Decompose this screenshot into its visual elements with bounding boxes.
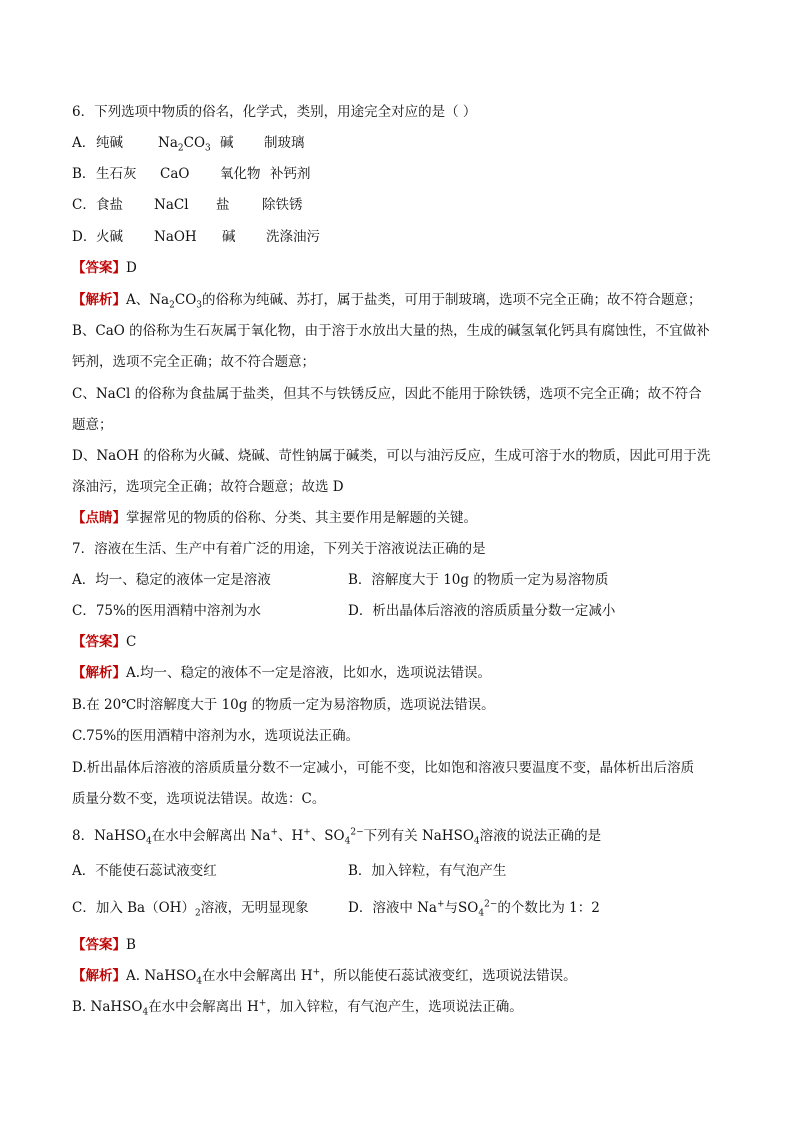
q8-option-c: C．加入 $Ba(OH)_2$溶液，无明显现象 xyxy=(72,900,309,919)
q7-option-b: B．溶解度大于 10g 的物质一定为易溶物质 xyxy=(348,572,609,588)
q7-analysis-line: D.析出晶体后溶液的溶质质量分数不一定减小，可能不变，比如饱和溶液只要温度不变，晶体析出后溶质 xyxy=(72,760,695,776)
q6-stem: 6．下列选项中物质的俗名，化学式，类别，用途完全对应的是（ ） xyxy=(72,104,477,120)
q7-option-d: D．析出晶体后溶液的溶质质量分数一定减小 xyxy=(348,603,616,619)
q8-option-d: D．溶液中 Na+与$SO_4^{2-}$的个数比为 1：2 xyxy=(348,899,600,919)
q7-answer xyxy=(72,632,722,652)
analysis-tag: 【解析】 xyxy=(72,968,126,984)
q6-analysis-line: 钙剂，选项不完全正确；故不符合题意； xyxy=(72,354,315,370)
q6-answer xyxy=(72,258,722,278)
answer-value: C xyxy=(126,634,137,650)
q6-analysis-line: 题意； xyxy=(72,417,113,433)
q7-analysis-line: 质量分数不变，选项说法错误。故选：C。 xyxy=(72,791,326,807)
q7-analysis-line: B.在 20℃时溶解度大于 10g 的物质一定为易溶物质，选项说法错误。 xyxy=(72,697,495,713)
q8-option-b: B．加入锌粒，有气泡产生 xyxy=(348,863,507,879)
q8-stem: 8．NaHSO$_4$在水中会解离出 Na+、H+、$SO_4^{2-}$下列有关 NaHSO$_4$溶液的说法正确的是 xyxy=(72,827,602,847)
q7-analysis-line: C.75%的医用酒精中溶剂为水，选项说法正确。 xyxy=(72,728,360,744)
q7-option-a: A．均一、稳定的液体一定是溶液 xyxy=(72,572,271,588)
q7-stem: 7．溶液在生活、生产中有着广泛的用途，下列关于溶液说法正确的是 xyxy=(72,541,486,557)
comment-tag: 【点睛】 xyxy=(72,510,126,526)
analysis-tag: 【解析】 xyxy=(72,292,126,308)
answer-value: D xyxy=(126,260,137,276)
q6-analysis-line: 【解析】A、$Na_2CO_3$的俗称为纯碱、苏打，属于盐类，可用于制玻璃，选项不完全正确；故不符合题意； xyxy=(72,292,702,311)
q6-analysis-line: C、NaCl 的俗称为食盐属于盐类，但其不与铁锈反应，因此不能用于除铁锈，选项不完全正确；故不符合 xyxy=(72,386,702,402)
q7-analysis-line: 【解析】A.均一、稳定的液体不一定是溶液，比如水，选项说法错误。 xyxy=(72,665,492,681)
q8-analysis-line: 【解析】A. NaHSO$_4$在水中会解离出 H+，所以能使石蕊试液变红，选项说法错误。 xyxy=(72,967,577,987)
answer-tag: 【答案】 xyxy=(72,937,126,953)
analysis-tag: 【解析】 xyxy=(72,665,126,681)
answer-tag: 【答案】 xyxy=(72,260,126,276)
q6-analysis-line: B、CaO 的俗称为生石灰属于氧化物，由于溶于水放出大量的热，生成的碱氢氧化钙具有腐蚀性，不宜做补 xyxy=(72,323,710,339)
q6-analysis-line: 涤油污，选项完全正确；故符合题意；故选 D xyxy=(72,479,344,495)
q8-analysis-line: B. NaHSO$_4$在水中会解离出 H+，加入锌粒，有气泡产生，选项说法正确。 xyxy=(72,998,523,1018)
q7-option-c: C．75%的医用酒精中溶剂为水 xyxy=(72,603,261,619)
answer-tag: 【答案】 xyxy=(72,634,126,650)
q6-comment: 【点睛】掌握常见的物质的俗称、分类、其主要作用是解题的关键。 xyxy=(72,510,477,526)
exam-page: 6．下列选项中物质的俗名，化学式，类别，用途完全对应的是（ ） A． 纯碱 $Na_2CO_3$ 碱 制玻璃 B． 生石灰 CaO 氧化物 补钙剂 C． 食盐 NaCl 盐 除铁锈 D． 火碱 NaOH 碱 洗涤油污 【答案】D 【解析】A、$Na_2CO_3$的俗称为纯碱、苏打，属于盐类，可用于制玻璃，选项不完全正确；故不符合题意； B、CaO 的俗称为生石灰属于氧化物，由于溶于水放出大量的热，生成的碱氢氧化钙具有腐蚀性，不宜做补 钙剂，选项不完全正确；故不符合题意； C、NaCl 的俗称为食盐属于盐类，但其不与铁锈反应，因此不能用于除铁锈，选项不完全正确；故不符合 题意； D、NaOH 的俗称为火碱、烧碱、苛性钠属于碱类，可以与油污反应，生成可溶于水的物质，因此可用于洗 涤油污，选项完全正确；故符合题意；故选 D 【点睛】掌握常见的物质的俗称、分类、其主要作用是解题的关键。 7．溶液在生活、生产中有着广泛的用途，下列关于溶液说法正确的是 A．均一、稳定的液体一定是溶液 B．溶解度大于 10g 的物质一定为易溶物质 C．75%的医用酒精中溶剂为水 D．析出晶体后溶液的溶质质量分数一定减小 【答案】C 【解析】A.均一、稳定的液体不一定是溶液，比如水，选项说法错误。 B.在 20℃时溶解度大于 10g 的物质一定为易溶物质，选项说法错误。 C.75%的医用酒精中溶剂为水，选项说法正确。 D.析出晶体后溶液的溶质质量分数不一定减小，可能不变，比如饱和溶液只要温度不变，晶体析出后溶质 质量分数不变，选项说法错误。故选：C。 8．NaHSO$_4$在水中会解离出 Na+、H+、$SO_4^{2-}$下列有关 NaHSO$_4$溶液的说法正确的是 A．不能使石蕊试液变红 B．加入锌粒，有气泡产生 C．加入 $Ba(OH)_2$溶液，无明显现象 D．溶液中 Na+与$SO_4^{2-}$的个数比为 1：2 【答案】B 【解析】A. NaHSO$_4$在水中会解离出 H+，所以能使石蕊试液变红，选项说法错误。 B. NaHSO$_4$在水中会解离出 H+，加入锌粒，有气泡产生，选项说法正确。 xyxy=(0,0,794,1123)
answer-value: B xyxy=(126,937,136,953)
q8-answer xyxy=(72,935,722,955)
q6-analysis-line: D、NaOH 的俗称为火碱、烧碱、苛性钠属于碱类，可以与油污反应，生成可溶于水的物质，因此可用于洗 xyxy=(72,448,711,464)
q8-option-a: A．不能使石蕊试液变红 xyxy=(72,863,217,879)
